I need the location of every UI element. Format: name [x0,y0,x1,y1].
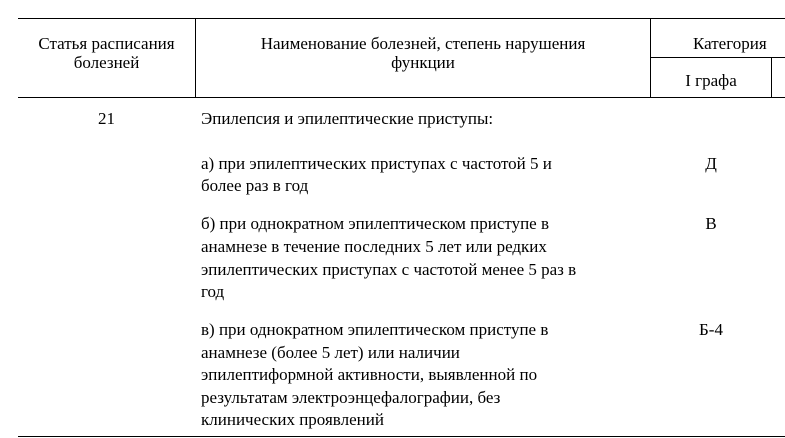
item-b-line-4: год [201,282,225,301]
item-c-category: Б-4 [699,320,723,339]
header-name-line-2: функции [391,53,455,72]
header-bottom-border [18,97,785,98]
item-a-line-2: более раз в год [201,176,309,195]
item-b-category: В [705,214,717,233]
header-category: Категория [693,34,767,53]
item-c-line-5: клинических проявлений [201,410,384,429]
header-name-line-1: Наименование болезней, степень нарушения [260,34,586,53]
header-article-line-1: Статья расписания [38,34,175,53]
item-b-line-2: анамнезе в течение последних 5 лет или редких [201,237,547,256]
table-bottom-border [18,436,785,437]
table-top-border [18,18,785,19]
disease-title: Эпилепсия и эпилептические приступы: [201,109,494,128]
item-c-line-3: эпилептиформной активности, выявленной по [201,365,538,384]
item-c-line-4: результатам электроэнцефалографии, без [201,388,501,407]
item-c-line-1: в) при однократном эпилептическом приступе в [201,320,549,339]
category-subheader-border [650,57,785,58]
item-a-line-1: а) при эпилептических приступах с частотой 5 и [201,154,552,173]
item-b-line-3: эпилептических приступах с частотой менее 5 раз в [201,260,577,279]
header-graph-i: I графа [685,71,737,90]
article-number: 21 [98,109,115,128]
header-divider-3 [771,57,772,98]
item-b-line-1: б) при однократном эпилептическом приступе в [201,214,549,233]
header-article-line-2: болезней [73,53,140,72]
item-c-line-2: анамнезе (более 5 лет) или наличии [201,343,460,362]
item-a-category: Д [705,154,717,173]
